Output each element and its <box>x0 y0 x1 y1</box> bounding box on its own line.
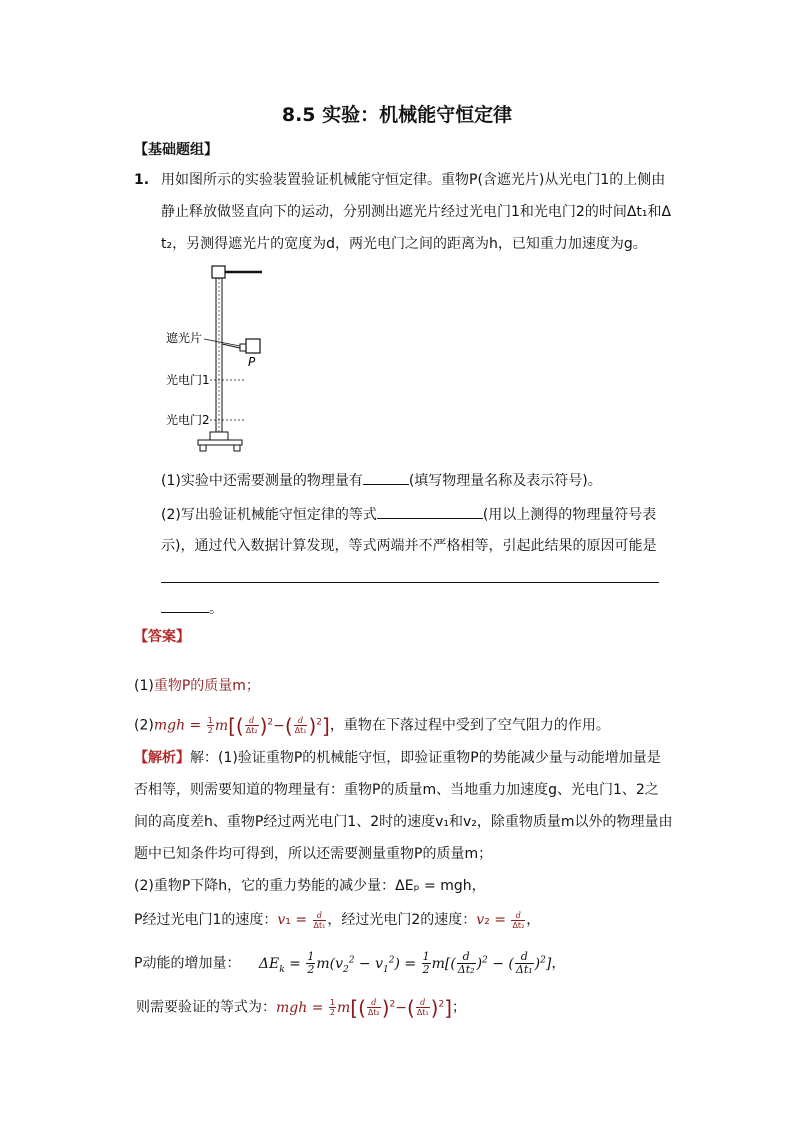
answer-heading: 【答案】 <box>134 629 190 645</box>
analysis-line-7-a: P动能的增加量： <box>134 955 241 972</box>
final-equation: mgh = $\frac{1}{2}$ m[( $\frac{d}{\text{Δt₂}}$ )$^2$−( $\frac{d}{\text{Δt₁}}$ )$^2$] <box>276 995 453 1020</box>
part-2-blank-reason[interactable] <box>161 598 209 613</box>
answer-2 <box>134 712 610 736</box>
part-2-answer-rule[interactable] <box>161 582 659 583</box>
part-2-end: 。 <box>209 601 223 617</box>
analysis-heading: 【解析】 <box>134 750 190 766</box>
kinetic-energy-formula: $\Delta E_k$ = $\frac{1}{2}$ $m(v_2^2 - v_1^2)$ = $\frac{1}{2}$ m[( $\frac{d}{\text{Δt₂}}$ )$^2$ − ( $\frac{d}{\text{Δt₁}}$ )$^2$] <box>258 950 552 977</box>
part-1-text-b: (填写物理量名称及表示符号)。 <box>408 473 602 489</box>
analysis-line-7-b: ， <box>551 955 566 972</box>
analysis-line-3: 间的高度差h、重物P经过两光电门1、2时的速度v₁和v₂，除重物质量m以外的物理量由 <box>134 814 673 830</box>
part-1-text-a: (1)实验中还需要测量的物理量有 <box>161 473 363 489</box>
answer-2-formula: $\frac{1}{2}$ m[( $\frac{d}{\text{Δt₂}}$ )$^2$−( $\frac{d}{\text{Δt₁}}$ )$^2$] <box>207 713 330 738</box>
analysis-line-1 <box>134 748 661 768</box>
analysis-line-4: 题中已知条件均可得到，所以还需要测量重物P的质量m； <box>134 846 493 862</box>
part-2-line-1 <box>161 504 656 525</box>
answer-1-prefix: (1) <box>134 678 154 694</box>
part-2-line-2: 示)，通过代入数据计算发现，等式两端并不严格相等，引起此结果的原因可能是 <box>161 538 657 554</box>
part-2-blank-equation[interactable] <box>377 504 483 519</box>
apparatus-figure <box>160 262 270 462</box>
question-stem-line-3: t₂，另测得遮光片的宽度为d，两光电门之间的距离为h，已知重力加速度为g。 <box>161 236 647 252</box>
analysis-line-2: 否相等，则需要知道的物理量有：重物P的质量m、当地重力加速度g、光电门1、2之 <box>134 782 659 798</box>
part-2-text-a: (2)写出验证机械能守恒定律的等式 <box>161 507 377 523</box>
question-number: 1. <box>134 172 150 188</box>
page-title: 8.5 实验：机械能守恒定律 <box>281 104 513 126</box>
analysis-line-8-b: ； <box>452 999 467 1016</box>
velocity-1-formula: v₁ = $\frac{d}{\text{Δt₁}}$ <box>277 910 326 930</box>
shutter <box>240 344 246 351</box>
base-foot-left <box>200 445 206 451</box>
base-block <box>210 432 228 440</box>
section-heading: 【基础题组】 <box>134 142 218 158</box>
part-1-blank[interactable] <box>363 470 409 485</box>
base-foot-right <box>234 445 240 451</box>
velocity-2-formula: v₂ = $\frac{d}{\text{Δt₂}}$ <box>476 910 525 930</box>
answer-1 <box>134 676 260 696</box>
part-1-line <box>161 470 602 491</box>
label-gate-2: 光电门2 <box>166 413 210 427</box>
question-stem-line-2: 静止释放做竖直向下的运动，分别测出遮光片经过光电门1和光电门2的时间Δt₁和Δ <box>161 204 672 220</box>
answer-2-tail: ，重物在下落过程中受到了空气阻力的作用。 <box>329 717 610 734</box>
analysis-line-7 <box>134 950 565 979</box>
label-gate-1: 光电门1 <box>166 373 210 387</box>
analysis-line-6-c: ， <box>526 912 541 928</box>
label-shutter: 遮光片 <box>166 331 203 345</box>
part-2-line-4 <box>161 598 223 619</box>
analysis-line-6-a: P经过光电门1的速度： <box>134 912 278 928</box>
top-clamp <box>212 266 225 278</box>
answer-2-prefix: (2) <box>134 717 154 734</box>
analysis-line-6 <box>134 910 540 930</box>
analysis-line-8-a: 则需要验证的等式为： <box>136 999 276 1016</box>
analysis-line-6-b: ，经过光电门2的速度： <box>327 912 477 928</box>
analysis-line-1-text: 解：(1)验证重物P的机械能守恒，即验证重物P的势能减少量与动能增加量是 <box>190 750 661 766</box>
weight-p <box>246 339 260 353</box>
analysis-line-5: (2)重物P下降h，它的重力势能的减少量：ΔEₚ = mgh， <box>134 878 486 894</box>
question-stem-line-1: 用如图所示的实验装置验证机械能守恒定律。重物P(含遮光片)从光电门1的上侧由 <box>161 172 666 188</box>
label-p: P <box>248 355 256 369</box>
base-plate <box>198 440 242 445</box>
part-2-text-b: (用以上测得的物理量符号表 <box>482 507 657 523</box>
analysis-line-8 <box>136 994 466 1018</box>
answer-1-text: 重物P的质量m； <box>153 678 260 694</box>
answer-2-lhs: mgh = <box>153 717 206 734</box>
